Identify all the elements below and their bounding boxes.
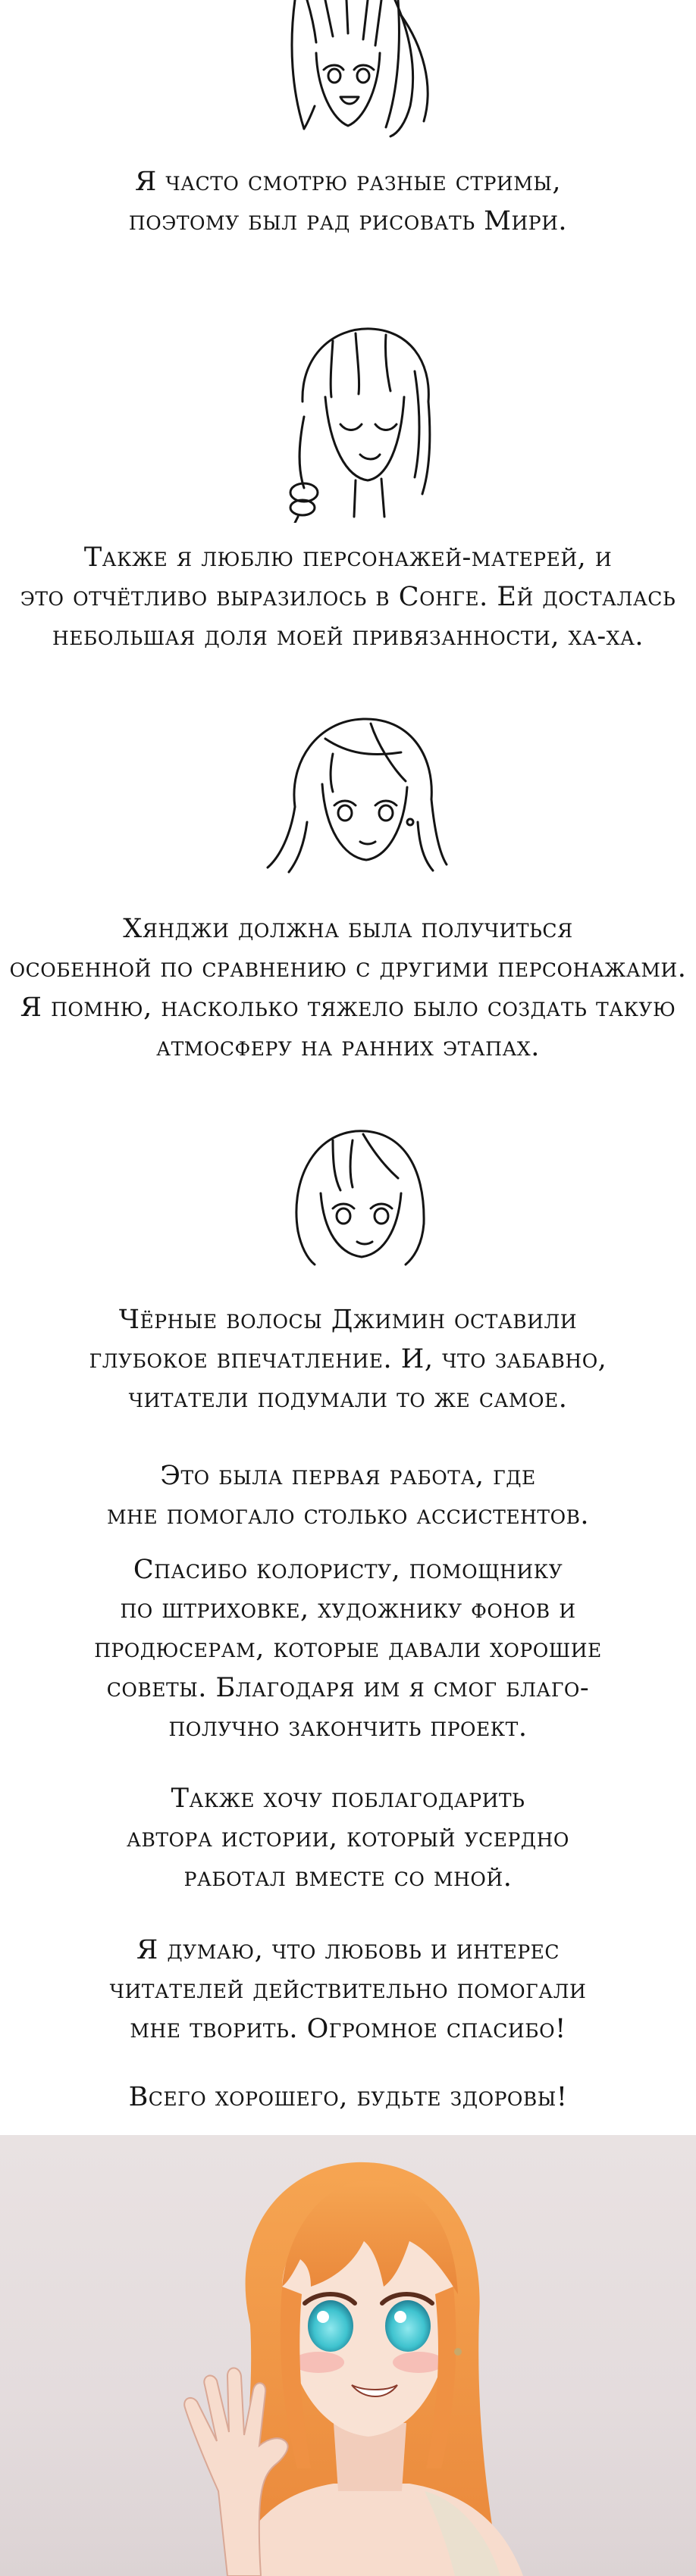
text-line: советы. Благодаря им я смог благо- [106, 1673, 590, 1703]
text-line: мне помогало столько ассистентов. [106, 1500, 590, 1530]
text-line: Спасибо колористу, помощнику [133, 1555, 563, 1585]
text-line: поэтому был рад рисовать Мири. [128, 206, 568, 236]
paragraph-songe [0, 538, 696, 656]
jimin-sketch-icon [0, 1118, 696, 1269]
paragraph-farewell [0, 2077, 696, 2117]
text-line: работал вместе со мной. [183, 1862, 513, 1893]
text-line: атмосферу на ранних этапах. [156, 1032, 540, 1062]
paragraph-thanks-team [0, 1550, 696, 1747]
text-line: Также я люблю персонажей-матерей, и [83, 542, 613, 573]
text-line: Всего хорошего, будьте здоровы! [128, 2082, 568, 2112]
hyanji-sketch-icon [0, 708, 696, 879]
waving-girl-illustration [0, 2135, 696, 2576]
text-line: автора истории, который усердно [127, 1823, 569, 1853]
text-line: мне творить. Огромное спасибо! [130, 2014, 566, 2044]
text-line: глубокое впечатление. И, что забавно, [89, 1344, 607, 1374]
text-line: продюсерам, которые давали хорошие [94, 1633, 602, 1664]
text-line: это отчётливо выразилось в Сонге. Ей досталась [20, 582, 676, 612]
text-line: небольшая доля моей привязанности, ха-ха. [52, 621, 644, 652]
text-line: Это была первая работа, где [160, 1461, 536, 1491]
text-line: Я помню, насколько тяжело было создать такую [20, 993, 676, 1023]
text-line: по штриховке, художнику фонов и [120, 1594, 576, 1624]
text-line: получно закончить проект. [168, 1712, 528, 1743]
text-line: Я думаю, что любовь и интерес [136, 1935, 560, 1965]
text-line: Чёрные волосы Джимин оставили [118, 1305, 578, 1335]
miri-sketch-icon [0, 0, 696, 140]
paragraph-thanks-author [0, 1779, 696, 1897]
paragraph-hyanji [0, 909, 696, 1067]
text-line: Я часто смотрю разные стримы, [134, 167, 562, 197]
text-line: читателей действительно помогали [109, 1974, 587, 2005]
paragraph-jimin [0, 1300, 696, 1418]
text-line: особенной по сравнению с другими персонажами. [9, 953, 687, 983]
paragraph-first-work [0, 1456, 696, 1535]
text-line: читатели подумали то же самое. [128, 1383, 568, 1414]
songe-sketch-icon [0, 318, 696, 523]
text-line: Хянджи должна была получиться [123, 914, 573, 944]
paragraph-miri [0, 162, 696, 241]
text-line: Также хочу поблагодарить [171, 1784, 525, 1814]
paragraph-thanks-readers [0, 1930, 696, 2049]
